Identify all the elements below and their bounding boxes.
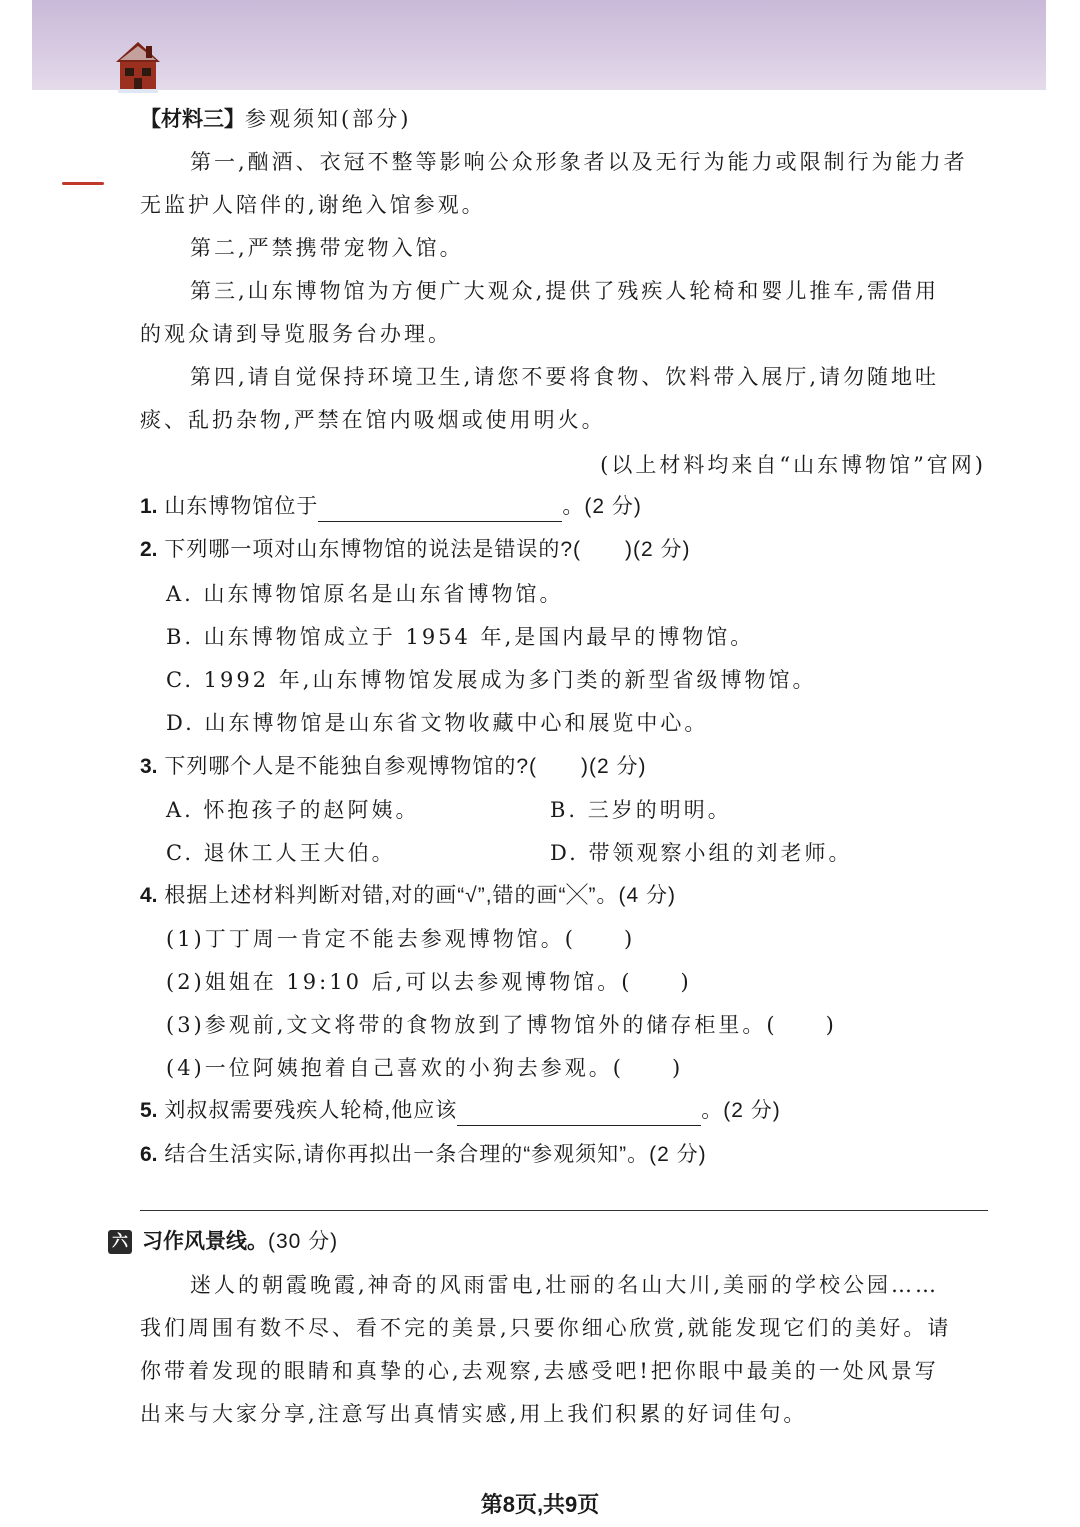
question-3-option-a: A. 怀抱孩子的赵阿姨。 (166, 798, 420, 822)
material3-rule4-line1: 第四,请自觉保持环境卫生,请您不要将食物、饮料带入展厅,请勿随地吐 (190, 365, 940, 389)
question-3-option-b: B. 三岁的明明。 (550, 798, 732, 822)
material3-rule3-line1: 第三,山东博物馆为方便广大观众,提供了残疾人轮椅和婴儿推车,需借用 (190, 279, 940, 303)
material3-rule1-line1: 第一,酗酒、衣冠不整等影响公众形象者以及无行为能力或限制行为能力者 (190, 150, 968, 174)
header-banner (32, 0, 1046, 90)
question-2: 2. 下列哪一项对山东博物馆的说法是错误的?( )(2 分) (140, 538, 691, 561)
material-source: (以上材料均来自“山东博物馆”官网) (600, 453, 986, 477)
question-5: 5. 刘叔叔需要残疾人轮椅,他应该 。(2 分) (140, 1096, 781, 1126)
house-icon (112, 38, 164, 94)
question-4-item-1: (1)丁丁周一肯定不能去参观博物馆。( ) (166, 927, 636, 951)
question-2-option-a: A. 山东博物馆原名是山东省博物馆。 (166, 582, 564, 606)
question-2-option-c: C. 1992 年,山东博物馆发展成为多门类的新型省级博物馆。 (166, 668, 817, 692)
page-number: 第8页,共9页 (480, 1492, 600, 1517)
answer-blank-5[interactable] (457, 1103, 701, 1126)
red-pen-mark (62, 182, 104, 185)
question-1: 1. 山东博物馆位于 。(2 分) (140, 492, 642, 522)
question-4-item-3: (3)参观前,文文将带的食物放到了博物馆外的储存柜里。( ) (166, 1013, 837, 1037)
section-6-line-4: 出来与大家分享,注意写出真情实感,用上我们积累的好词佳句。 (140, 1402, 808, 1426)
section-6-line-3: 你带着发现的眼睛和真挚的心,去观察,去感受吧!把你眼中最美的一处风景写 (140, 1359, 939, 1383)
material3-rule3-line2: 的观众请到导览服务台办理。 (140, 322, 452, 346)
section-6-heading: 六 习作风景线。(30 分) (108, 1227, 338, 1257)
material3-rule1-line2: 无监护人陪伴的,谢绝入馆参观。 (140, 193, 486, 217)
question-6: 6. 结合生活实际,请你再拟出一条合理的“参观须知”。(2 分) (140, 1143, 707, 1166)
question-2-option-b: B. 山东博物馆成立于 1954 年,是国内最早的博物馆。 (166, 625, 755, 649)
question-4-item-4: (4)一位阿姨抱着自己喜欢的小狗去参观。( ) (166, 1056, 684, 1080)
answer-blank-1[interactable] (318, 499, 562, 522)
question-4: 4. 根据上述材料判断对错,对的画“√”,错的画“╳”。(4 分) (140, 884, 677, 907)
question-4-item-2: (2)姐姐在 19:10 后,可以去参观博物馆。( ) (166, 970, 692, 994)
question-3-option-d: D. 带领观察小组的刘老师。 (550, 841, 853, 865)
question-3: 3. 下列哪个人是不能独自参观博物馆的?( )(2 分) (140, 755, 647, 778)
material3-rule2: 第二,严禁携带宠物入馆。 (190, 236, 464, 260)
section-6-line-2: 我们周围有数不尽、看不完的美景,只要你细心欣赏,就能发现它们的美好。请 (140, 1316, 952, 1340)
question-2-option-d: D. 山东博物馆是山东省文物收藏中心和展览中心。 (166, 711, 709, 735)
answer-line-6[interactable] (140, 1210, 988, 1211)
section-6-line-1: 迷人的朝霞晚霞,神奇的风雨雷电,壮丽的名山大川,美丽的学校公园…… (190, 1273, 940, 1297)
question-3-option-c: C. 退休工人王大伯。 (166, 841, 396, 865)
material3-rule4-line2: 痰、乱扔杂物,严禁在馆内吸烟或使用明火。 (140, 408, 606, 432)
material3-heading: 【材料三】参观须知(部分) (140, 107, 412, 131)
section-6-badge: 六 (108, 1230, 132, 1254)
